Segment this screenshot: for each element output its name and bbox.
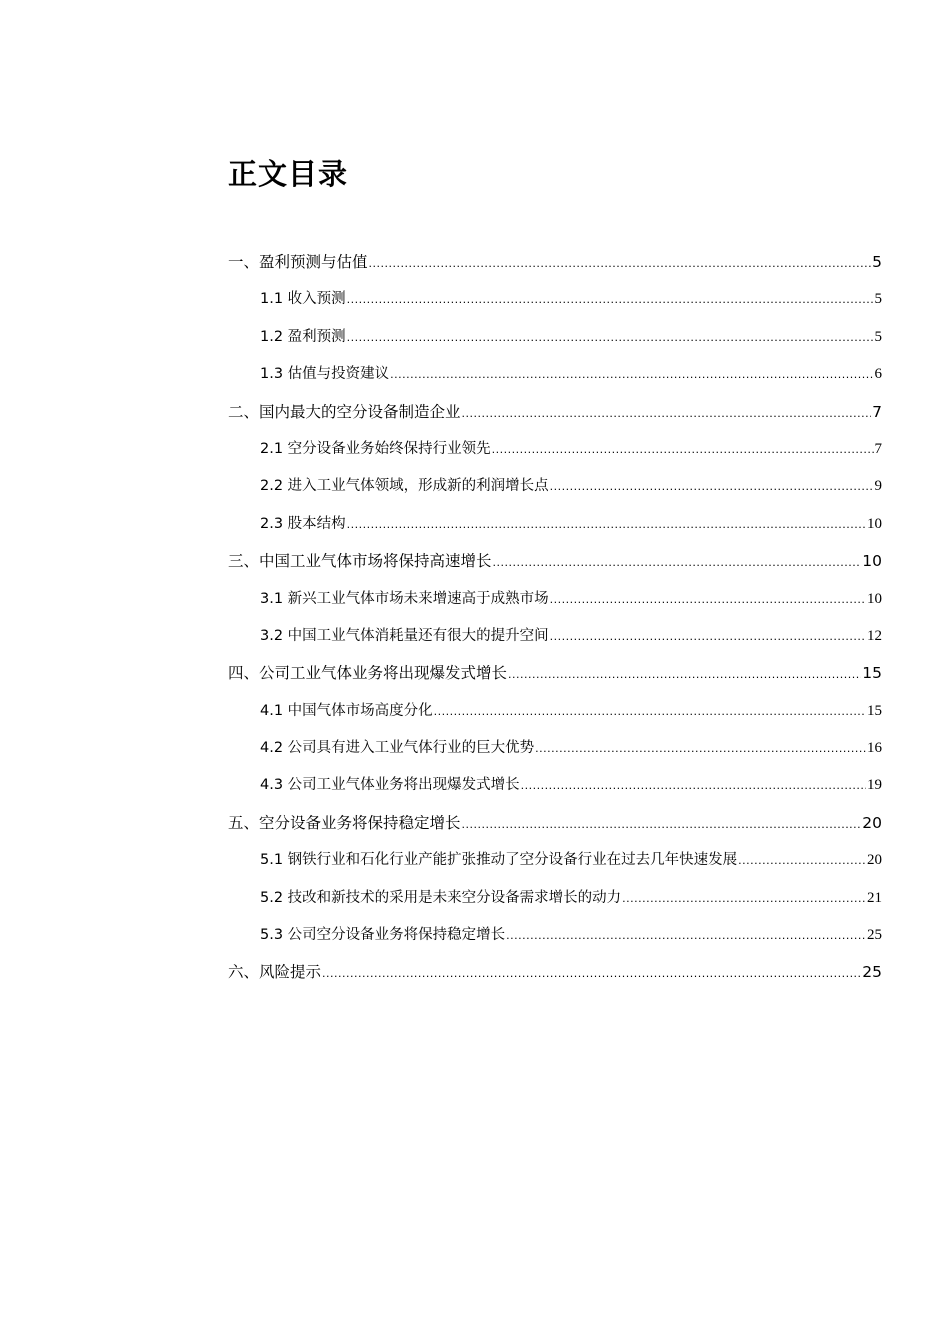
toc-entry-label: 四、公司工业气体业务将出现爆发式增长 [228, 664, 508, 683]
toc-entry-4-2[interactable] [228, 730, 882, 767]
toc-entry-3-2[interactable] [228, 618, 882, 655]
toc-entry-5-2[interactable] [228, 880, 882, 917]
toc-entry-page: 25 [862, 963, 882, 982]
toc-entry-page: 5 [874, 291, 882, 308]
dot-leader [535, 730, 866, 767]
toc-entry-page: 5 [874, 328, 882, 345]
toc-entry-page: 19 [867, 777, 882, 794]
toc-entry-page: 21 [867, 889, 882, 906]
dot-leader [622, 880, 866, 917]
toc-entry-label: 5.1 钢铁行业和石化行业产能扩张推动了空分设备行业在过去几年快速发展 [260, 852, 738, 869]
toc-entry-label: 4.3 公司工业气体业务将出现爆发式增长 [260, 777, 520, 794]
toc-entry-label: 一、盈利预测与估值 [228, 253, 368, 271]
dot-leader [508, 656, 861, 693]
toc-entry-page: 15 [867, 702, 882, 719]
toc-entry-2-3[interactable] [228, 506, 882, 543]
toc-entry-page: 10 [867, 515, 882, 532]
toc-entry-page: 10 [867, 590, 882, 607]
toc-entry-label: 2.3 股本结构 [260, 515, 346, 532]
dot-leader [550, 468, 874, 505]
toc-entry-label: 5.3 公司空分设备业务将保持稳定增长 [260, 927, 506, 944]
toc-entry-5-1[interactable] [228, 842, 882, 879]
toc-entry-label: 五、空分设备业务将保持稳定增长 [228, 813, 461, 832]
toc-entry-label: 六、风险提示 [228, 963, 322, 982]
dot-leader [550, 618, 866, 655]
toc-entry-3[interactable] [228, 543, 882, 580]
dot-leader [390, 356, 873, 393]
toc-entry-page: 16 [867, 740, 882, 757]
dot-leader [369, 245, 872, 282]
toc-entry-page: 10 [862, 552, 882, 571]
dot-leader [347, 506, 866, 543]
toc-entry-page: 12 [867, 627, 882, 644]
toc-entry-2[interactable] [228, 394, 882, 431]
toc-entry-label: 1.3 估值与投资建议 [260, 366, 390, 383]
table-of-contents [228, 244, 882, 992]
toc-entry-label: 3.2 中国工业气体消耗量还有很大的提升空间 [260, 627, 549, 644]
toc-entry-page: 15 [862, 664, 882, 683]
toc-entry-page: 20 [862, 813, 882, 832]
toc-entry-label: 1.2 盈利预测 [260, 328, 346, 345]
toc-entry-2-2[interactable] [228, 468, 882, 505]
dot-leader [322, 955, 861, 992]
dot-leader [521, 767, 866, 804]
toc-entry-page: 6 [874, 366, 882, 383]
dot-leader [434, 693, 866, 730]
dot-leader [347, 319, 874, 356]
toc-entry-label: 2.2 进入工业气体领域，形成新的利润增长点 [260, 478, 549, 495]
toc-entry-page: 9 [874, 478, 882, 495]
toc-entry-1[interactable] [228, 244, 882, 281]
toc-entry-page: 7 [872, 402, 882, 421]
dot-leader [462, 395, 872, 432]
toc-entry-label: 4.2 公司具有进入工业气体行业的巨大优势 [260, 740, 535, 757]
toc-entry-label: 4.1 中国气体市场高度分化 [260, 702, 433, 719]
toc-entry-1-3[interactable] [228, 356, 882, 393]
toc-entry-1-1[interactable] [228, 281, 882, 318]
toc-entry-label: 三、中国工业气体市场将保持高速增长 [228, 552, 492, 571]
dot-leader [506, 917, 866, 954]
page-title: 正文目录 [228, 157, 349, 191]
toc-entry-page: 5 [872, 253, 882, 271]
toc-entry-3-1[interactable] [228, 581, 882, 618]
dot-leader [738, 842, 866, 879]
toc-entry-page: 20 [867, 852, 882, 869]
toc-entry-5[interactable] [228, 805, 882, 842]
toc-entry-label: 二、国内最大的空分设备制造企业 [228, 402, 461, 421]
toc-entry-label: 3.1 新兴工业气体市场未来增速高于成熟市场 [260, 590, 549, 607]
dot-leader [550, 581, 866, 618]
toc-entry-1-2[interactable] [228, 319, 882, 356]
toc-entry-2-1[interactable] [228, 431, 882, 468]
dot-leader [493, 544, 862, 581]
toc-entry-4-3[interactable] [228, 767, 882, 804]
toc-entry-label: 2.1 空分设备业务始终保持行业领先 [260, 440, 491, 457]
toc-entry-4[interactable] [228, 655, 882, 692]
toc-entry-page: 7 [874, 440, 882, 457]
toc-entry-label: 1.1 收入预测 [260, 291, 346, 308]
dot-leader [462, 806, 862, 843]
toc-entry-label: 5.2 技改和新技术的采用是未来空分设备需求增长的动力 [260, 889, 622, 906]
dot-leader [347, 281, 874, 318]
toc-entry-5-3[interactable] [228, 917, 882, 954]
dot-leader [492, 431, 874, 468]
toc-entry-page: 25 [867, 927, 882, 944]
toc-entry-4-1[interactable] [228, 693, 882, 730]
toc-entry-6[interactable] [228, 954, 882, 991]
